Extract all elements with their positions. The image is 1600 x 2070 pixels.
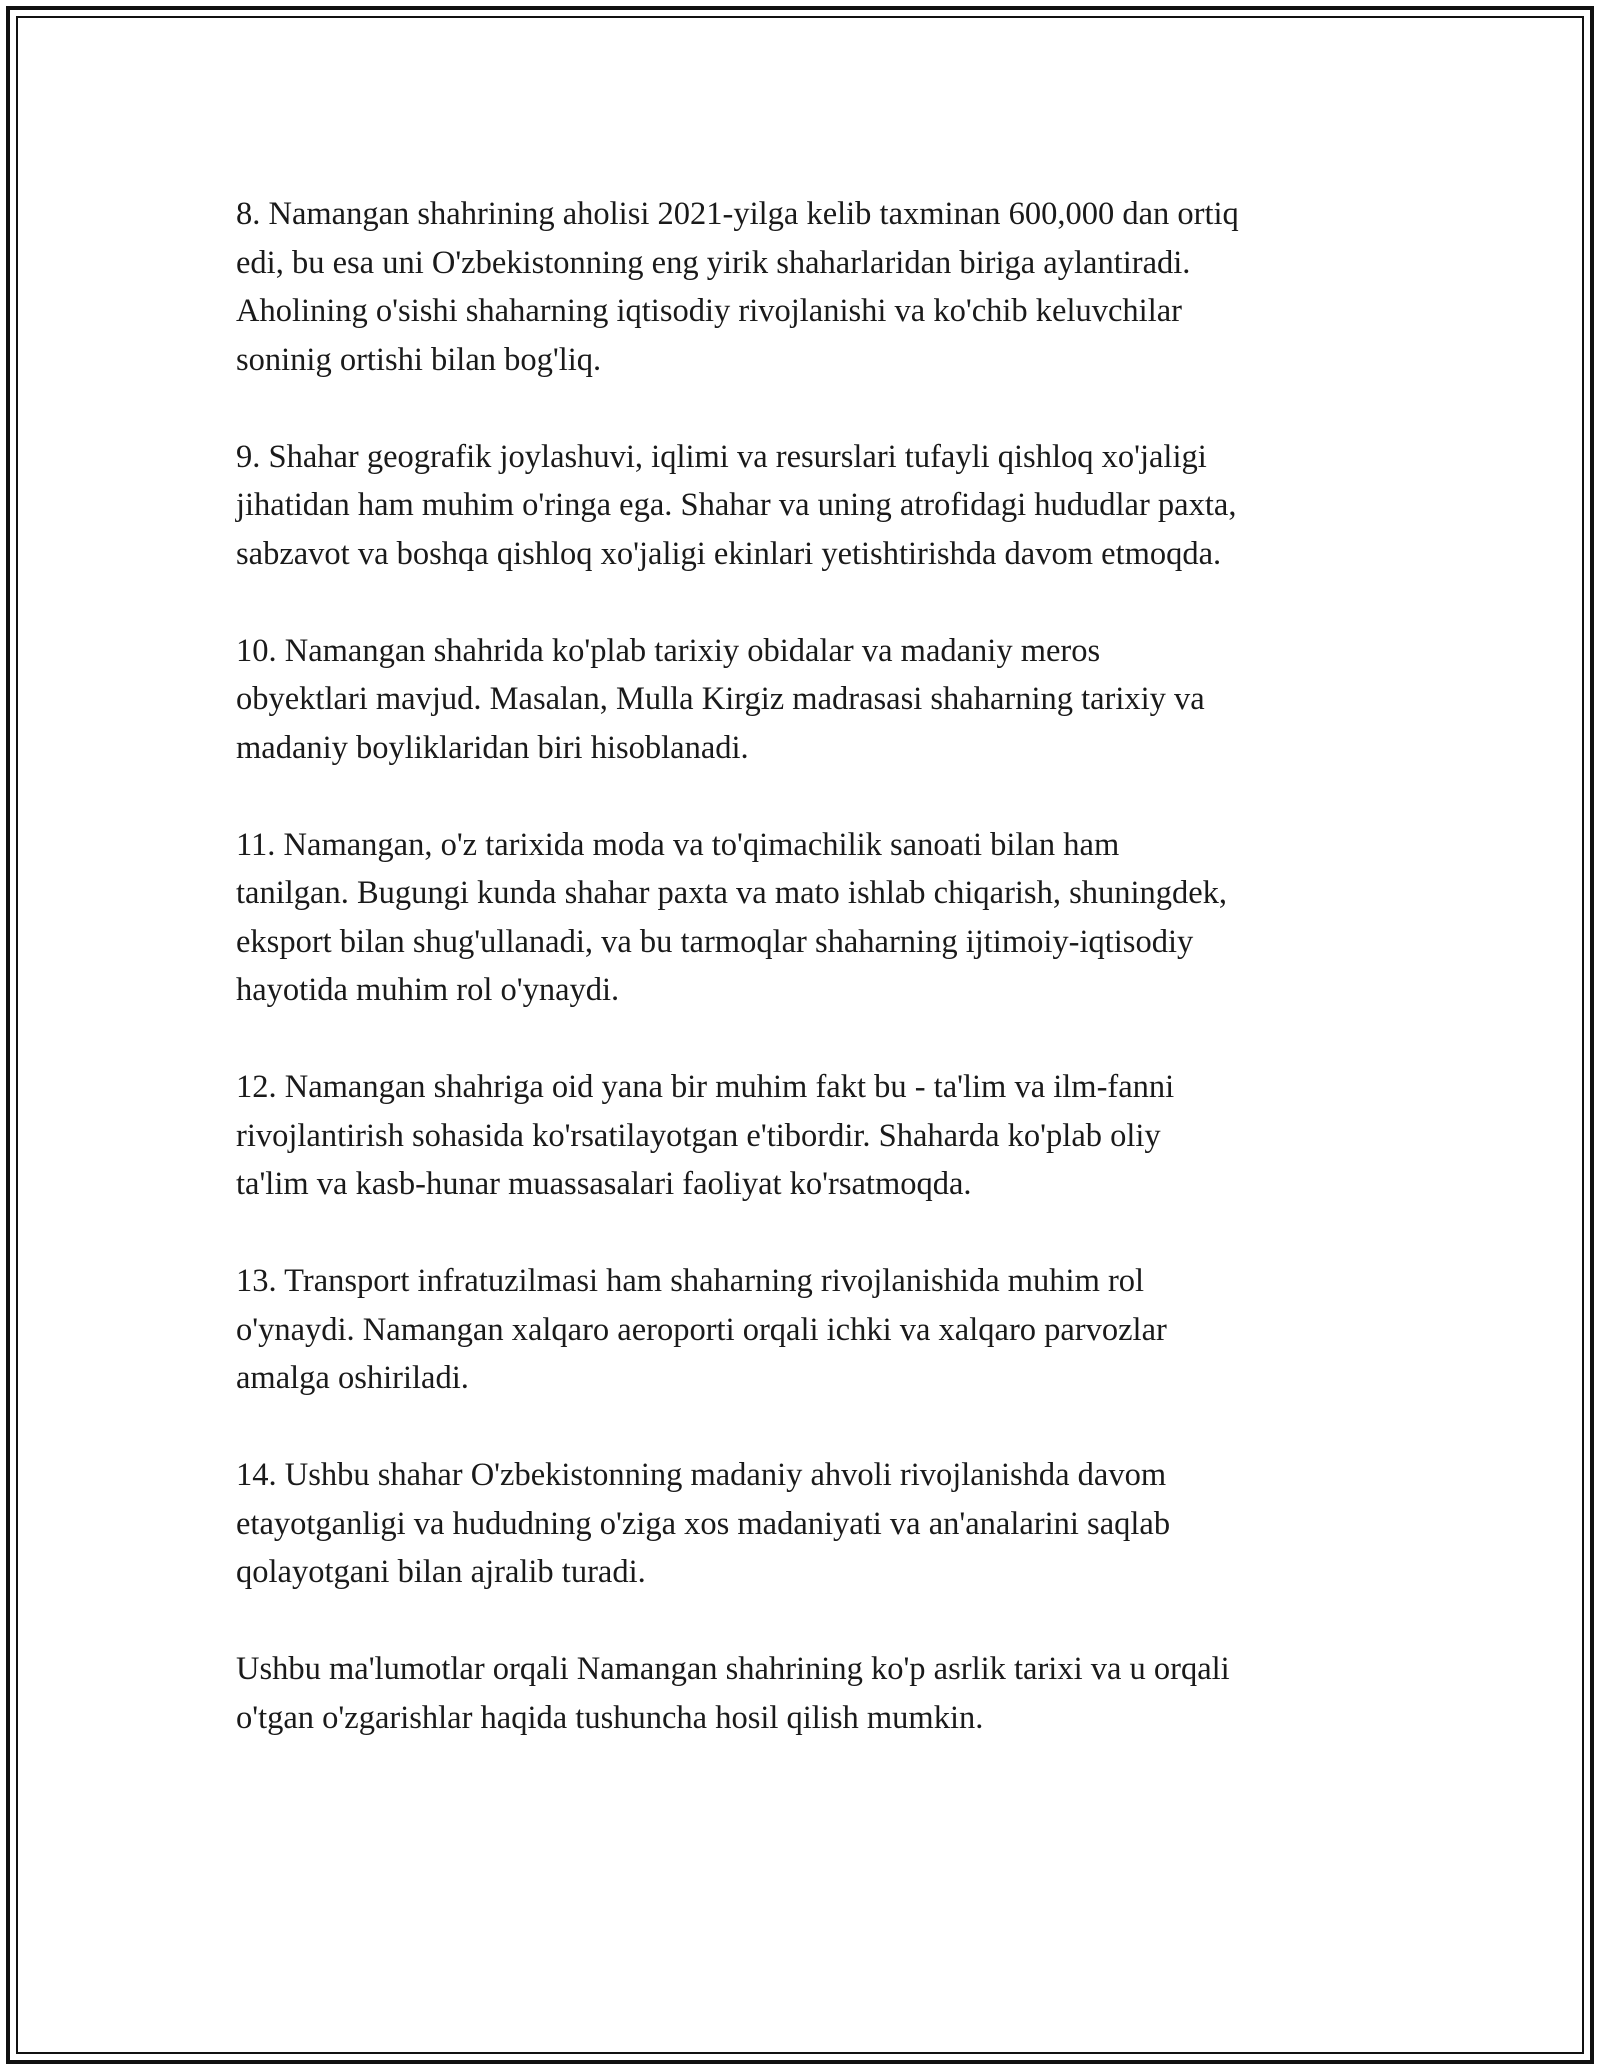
paragraph-11: 11. Namangan, o'z tarixida moda va to'qimachilik sanoati bilan ham tanilgan. Bugungi kunda shahar paxta va mato ishlab chiqarish, shuningdek, eksport bilan shug'ullanadi, va bu tarmoqlar shaharning ijtimoiy-iqtisodiy hayotida muhim rol o'ynaydi. <box>236 826 1228 1008</box>
paragraph-14: 14. Ushbu shahar O'zbekistonning madaniy ahvoli rivojlanishda davom etayotganligi va hududning o'ziga xos madaniyati va an'analarini saqlab qolayotgani bilan ajralib turadi. <box>236 1457 1171 1590</box>
paragraph-13: 13. Transport infratuzilmasi ham shaharning rivojlanishida muhim rol o'ynaydi. Namangan xalqaro aeroporti orqali ichki va xalqaro parvozlar amalga oshiriladi. <box>236 1263 1167 1396</box>
paragraph-9: 9. Shahar geografik joylashuvi, iqlimi va resurslari tufayli qishloq xo'jaligi jihatidan ham muhim o'ringa ega. Shahar va uning atrofidagi hududlar paxta, sabzavot va boshqa qishloq xo'jaligi ekinlari yetishtirishda davom etmoqda. <box>236 438 1237 572</box>
paragraph-8: 8. Namangan shahrining aholisi 2021-yilga kelib taxminan 600,000 dan ortiq edi, bu esa uni O'zbekistonning eng yirik shaharlaridan biriga aylantiradi. Aholining o'sishi shaharning iqtisodiy rivojlanishi va ko'chib keluvchilar soninig ortishi bilan bog'liq. <box>236 196 1239 378</box>
paragraph-10: 10. Namangan shahrida ko'plab tarixiy obidalar va madaniy meros obyektlari mavjud. Masalan, Mulla Kirgiz madrasasi shaharning tarixiy va madaniy boyliklaridan biri hisoblanadi. <box>236 632 1205 766</box>
document-body <box>236 190 1396 1742</box>
paragraph-conclusion: Ushbu ma'lumotlar orqali Namangan shahrining ko'p asrlik tarixi va u orqali o'tgan o'zgarishlar haqida tushuncha hosil qilish mumkin. <box>236 1651 1230 1736</box>
paragraph-12: 12. Namangan shahriga oid yana bir muhim fakt bu - ta'lim va ilm-fanni rivojlantirish sohasida ko'rsatilayotgan e'tibordir. Shaharda ko'plab oliy ta'lim va kasb-hunar muassasalari faoliyat ko'rsatmoqda. <box>236 1069 1175 1202</box>
